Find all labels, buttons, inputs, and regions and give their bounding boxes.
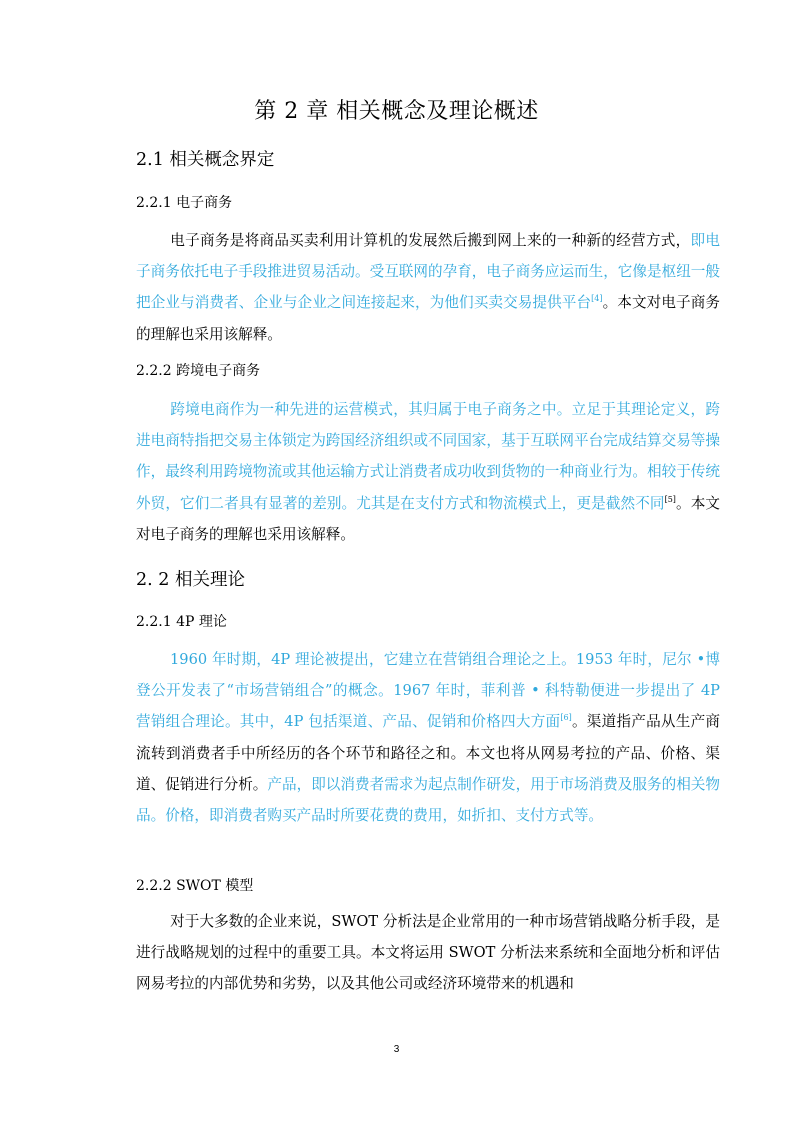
page-number: 3 bbox=[393, 1044, 400, 1055]
section-heading-2-1: 2.1 相关概念界定 bbox=[136, 150, 275, 170]
highlighted-text: 1960 年时期，4P 理论被提出，它建立在营销组合理论之上。1953 年时，尼尔 •博登公开发表了“市场营销组合”的概念。1967 年时，菲利普 • 科特勒便进一步提出了 4P 营销组合理论。其中，4P 包括渠道、产品、促销和价格四大方面 bbox=[136, 651, 720, 731]
citation-ref: [5] bbox=[664, 494, 676, 504]
subsection-heading-4p: 2.2.1 4P 理论 bbox=[136, 614, 227, 630]
paragraph-text: 。本文对电子商务的理解也采用该解释。 bbox=[136, 494, 720, 543]
paragraph-text: 电子商务是将商品买卖利用计算机的发展然后搬到网上来的一种新的经营方式， bbox=[170, 232, 691, 249]
paragraph-cross-border bbox=[136, 394, 720, 550]
paragraph-text: 。渠道指产品从生产商流转到消费者手中所经历的各个环节和路径之和。本文也将从网易考拉的产品、价格、渠道、促销进行分析。 bbox=[136, 713, 720, 793]
subsection-heading-swot: 2.2.2 SWOT 模型 bbox=[136, 878, 254, 894]
paragraph-4p bbox=[136, 644, 720, 831]
subsection-heading-e-commerce: 2.2.1 电子商务 bbox=[136, 195, 233, 211]
chapter-title: 第 2 章 相关概念及理论概述 bbox=[254, 99, 539, 124]
paragraph-text: 。本文对电子商务的理解也采用该解释。 bbox=[136, 294, 720, 343]
paragraph-e-commerce bbox=[136, 225, 720, 350]
subsection-heading-cross-border: 2.2.2 跨境电子商务 bbox=[136, 363, 261, 379]
highlighted-text: 跨境电商作为一种先进的运营模式，其归属于电子商务之中。立足于其理论定义，跨进电商特指把交易主体锁定为跨国经济组织或不同国家，基于互联网平台完成结算交易等操作，最终利用跨境物流或其他运输方式让消费者成功收到货物的一种商业行为。相较于传统外贸，它们二者具有显著的差别。尤其是在支付方式和物流模式上，更是截然不同 bbox=[136, 401, 720, 512]
section-heading-2-2: 2. 2 相关理论 bbox=[136, 570, 245, 590]
citation-ref: [4] bbox=[591, 294, 603, 304]
paragraph-text: 对于大多数的企业来说，SWOT 分析法是企业常用的一种市场营销战略分析手段，是进行战略规划的过程中的重要工具。本文将运用 SWOT 分析法来系统和全面地分析和评估网易考拉的内部优势和劣势，以及其他公司或经济环境带来的机遇和 bbox=[136, 913, 720, 993]
highlighted-text: 产品，即以消费者需求为起点制作研发，用于市场消费及服务的相关物品。价格，即消费者购买产品时所要花费的费用，如折扣、支付方式等。 bbox=[136, 775, 720, 825]
citation-ref: [6] bbox=[560, 713, 572, 723]
paragraph-swot bbox=[136, 906, 720, 1000]
highlighted-text: 即电子商务依托电子手段推进贸易活动。受互联网的孕育，电子商务应运而生，它像是枢纽一般把企业与消费者、企业与企业之间连接起来，为他们买卖交易提供平台 bbox=[136, 232, 720, 312]
